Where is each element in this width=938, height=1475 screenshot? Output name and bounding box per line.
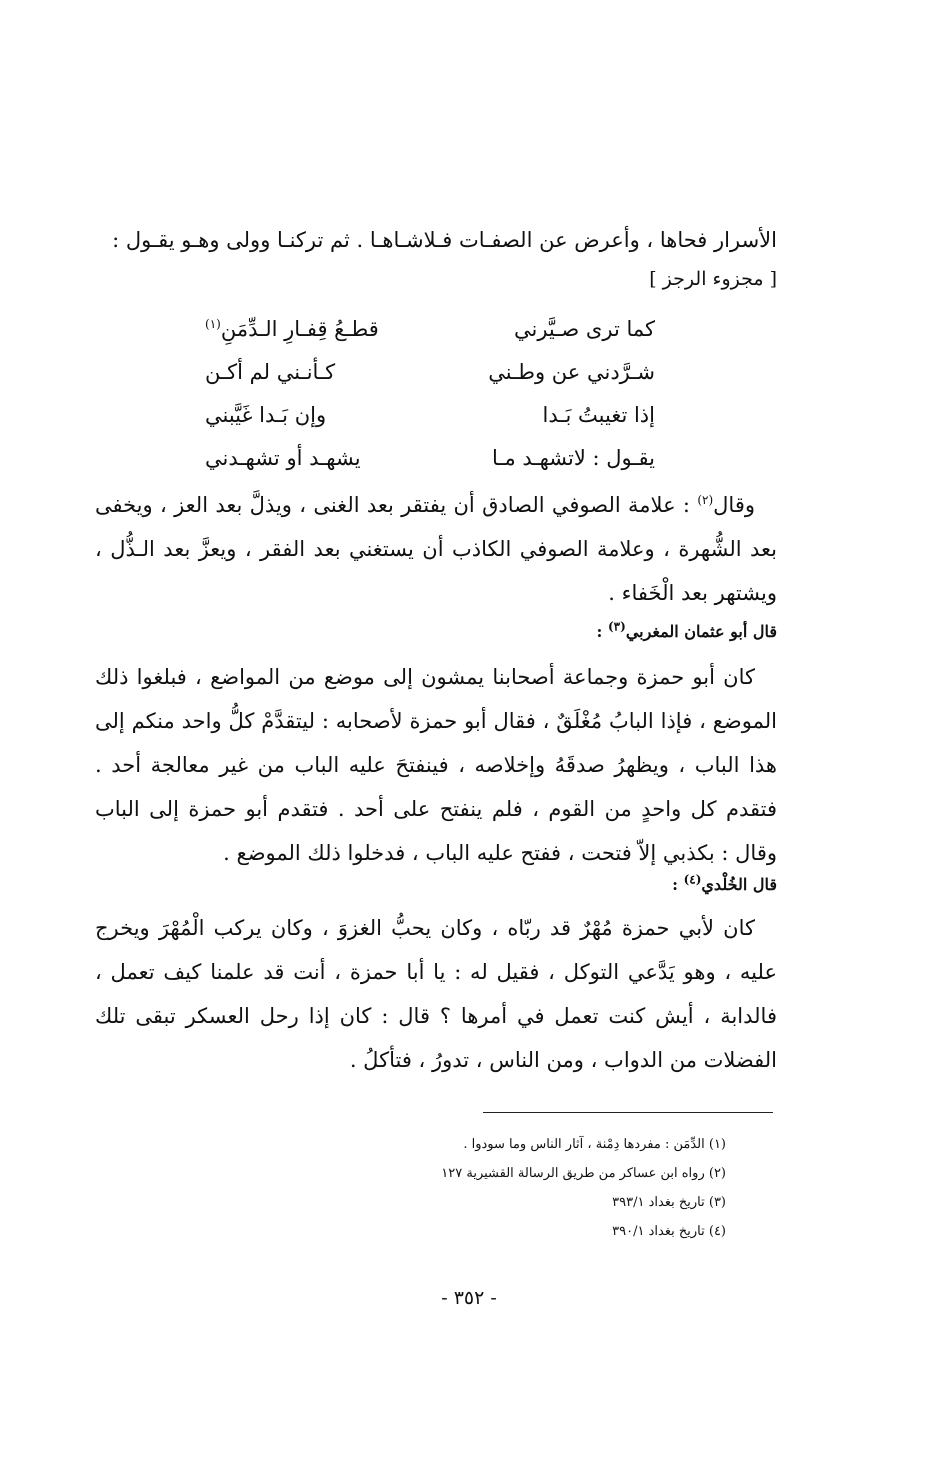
paragraph-text: كان أبو حمزة وجماعة أصحابنا يمشون إلى موضع من المواضع ، فبلغوا ذلك الموضع ، فإذا البابُ مُغْلَقٌ ، فقال أبو حمزة لأصحابه : ليتقدَّمْ كلُّ واحد منكم إلى هذا الباب ، ويظهرُ صدقَهُ وإخلاصه ، فينفتحَ عليه الباب من غير معالجة أحد . فتقدم كل واحدٍ من القوم ، فلم ينفتح على أحد . فتقدم أبو حمزة إلى الباب وقال : بكذبي إلاّ فتحت ، ففتح عليه الباب ، فدخلوا ذلك الموضع . <box>95 665 777 865</box>
heading-colon: : <box>672 875 684 894</box>
heading-text: قال الخُلْدي <box>701 875 777 894</box>
verse-line <box>205 351 655 394</box>
verse-line <box>205 308 655 351</box>
verse-line <box>205 437 655 480</box>
page-number: - ٣٥٢ - <box>441 1287 497 1309</box>
meter-label: [ مجزوء الرجز ] <box>649 268 777 290</box>
verse-first-hemistich: شـرَّدني عن وطـني <box>488 360 655 384</box>
footnote-1: (١) الدِّمَن : مفردها دِمْنة ، آثار الناس وما سودوا . <box>463 1137 726 1152</box>
verse-second-hemistich <box>205 308 379 351</box>
heading-text: قال أبو عثمان المغربي <box>625 622 777 641</box>
opening-paragraph <box>95 218 777 296</box>
heading-colon: : <box>596 622 608 641</box>
verse-first-hemistich: كما ترى صـيَّرني <box>513 317 655 341</box>
paragraph-abu-hamza-horse <box>95 906 777 1082</box>
verse-line <box>205 394 655 437</box>
paragraph-abu-hamza-door <box>95 655 777 875</box>
section-heading <box>95 617 777 647</box>
opening-line: الأسرار فحاها ، وأعرض عن الصفـات فـلاشـاهـا . ثم تركنـا وولى وهـو يقـول : <box>112 228 777 252</box>
footnote-2: (٢) رواه ابن عساكر من طريق الرسالة القشيرية ١٢٧ <box>441 1166 726 1181</box>
verse-first-hemistich: يقـول : لاتشهـد مـا <box>491 446 655 470</box>
footnote-ref: (٤) <box>683 872 702 887</box>
section-heading <box>95 870 777 900</box>
footnotes <box>360 1130 726 1246</box>
footnote-separator <box>483 1112 773 1113</box>
footnote-4: (٤) تاريخ بغداد ٣٩٠/١ <box>612 1224 726 1239</box>
verse-text: قطـعُ قِفـارِ الـدِّمَنِ <box>220 317 379 341</box>
paragraph-sufi-signs <box>95 483 777 615</box>
poem <box>205 308 655 480</box>
footnote-ref: (١) <box>205 317 221 331</box>
verse-second-hemistich: كـأنـني لم أكـن <box>205 360 336 384</box>
paragraph-lead: وقال <box>713 493 755 517</box>
verse-second-hemistich: يشهـد أو تشهـدني <box>205 446 361 470</box>
verse-second-hemistich: وإن بَـدا غَيَّبني <box>205 403 327 427</box>
paragraph-text: كان لأبي حمزة مُهْرٌ قد ربّاه ، وكان يحبُّ الغزوَ ، وكان يركب الْمُهْرَ ويخرج عليه ، وهو يَدَّعي التوكل ، فقيل له : يا أبا حمزة ، أنت قد علمنا كيف تعمل ، فالدابة ، أيش كنت تعمل في أمرها ؟ قال : كان إذا رحل العسكر تبقى تلك الفضلات من الدواب ، ومن الناس ، تدورُ ، فتأكلُ . <box>95 916 778 1072</box>
paragraph-text: : علامة الصوفي الصادق أن يفتقر بعد الغنى ، ويذلَّ بعد العز ، ويخفى بعد الشُّهرة ، وعلامة الصوفي الكاذب أن يستغني بعد الفقر ، ويعزَّ بعد الـذُّل ، ويشتهر بعد الْخَفاء . <box>95 493 777 605</box>
footnote-3: (٣) تاريخ بغداد ٣٩٣/١ <box>612 1195 726 1210</box>
footnote-ref: (٢) <box>697 493 714 507</box>
footnote-ref: (٣) <box>607 619 626 634</box>
verse-first-hemistich: إذا تغيبتُ بَـدا <box>542 403 655 427</box>
